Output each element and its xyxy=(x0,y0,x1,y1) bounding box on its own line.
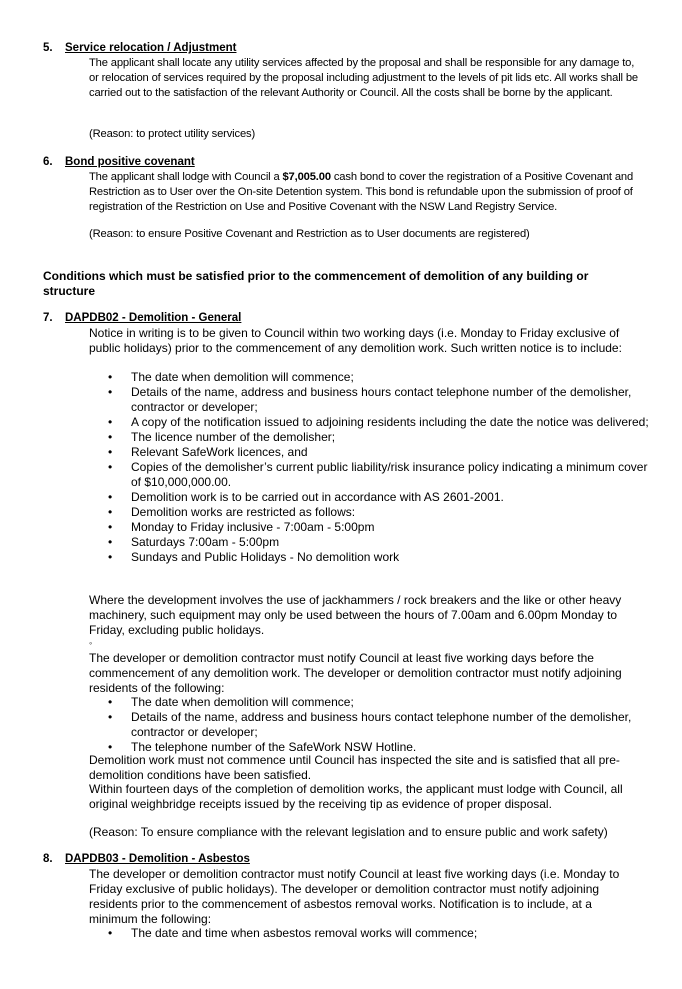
body-text: cash bond to cover the registration of a Positive Covenant and Restriction as to User over the On-site Detention system. This bond is refundable upon the submission of proof of registration of the Restriction on Use and Positive Covenant with the NSW Land Registry Service. xyxy=(89,171,634,213)
asbestos-notice-list xyxy=(89,926,649,941)
condition-number: 8. xyxy=(43,853,53,865)
condition-number: 6. xyxy=(43,156,53,168)
condition-title: DAPDB03 - Demolition - Asbestos xyxy=(65,853,250,865)
list-item: • A copy of the notification issued to adjoining residents including the date the notice was delivered; xyxy=(108,415,649,429)
list-item: • Demolition works are restricted as follows: xyxy=(108,505,356,519)
demolition-notice-list xyxy=(89,370,649,565)
condition-5-reason: (Reason: to protect utility services) xyxy=(89,128,256,140)
list-item: • Details of the name, address and business hours contact telephone number of the demolisher, contractor or developer; xyxy=(108,710,632,739)
bullet-icon: • xyxy=(108,710,113,724)
list-item: • The date when demolition will commence; xyxy=(108,695,354,709)
bullet-icon: • xyxy=(108,430,113,444)
list-item: • Saturdays 7:00am - 5:00pm xyxy=(108,535,280,549)
condition-number: 7. xyxy=(43,312,53,324)
condition-title: Bond positive covenant xyxy=(65,156,195,168)
weighbridge-paragraph: Within fourteen days of the completion of demolition works, the applicant must lodge with Council, all original weighbridge receipts issued by the receiving tip as evidence of proper disposal. xyxy=(89,782,623,811)
list-item: • The telephone number of the SafeWork NSW Hotline. xyxy=(108,740,417,754)
section-heading: Conditions which must be satisfied prior to the commencement of demolition of any building or structure xyxy=(43,269,589,298)
condition-8-intro: The developer or demolition contractor must notify Council at least five working days (i.e. Monday to Friday exclusive of public holidays). The developer or demolition contractor must notify adjoining residents prior to the commencement of asbestos removal works. Notification is to include, at a minimum the following: xyxy=(89,867,620,926)
bullet-icon: • xyxy=(108,490,113,504)
inspection-paragraph: Demolition work must not commence until Council has inspected the site and is satisfied that all pre-demolition conditions have been satisfied. xyxy=(89,753,620,782)
bullet-icon: • xyxy=(108,520,113,534)
notify-paragraph: The developer or demolition contractor must notify Council at least five working days before the commencement of any demolition work. The developer or demolition contractor must notify adjoining residents of the following: xyxy=(89,651,622,695)
bullet-icon: • xyxy=(108,385,113,399)
list-item: • The date and time when asbestos removal works will commence; xyxy=(108,926,478,940)
list-item: • Relevant SafeWork licences, and xyxy=(108,445,308,459)
list-item: • Copies of the demolisher’s current public liability/risk insurance policy indicating a minimum cover of $10,000,000.00. xyxy=(108,460,648,489)
bullet-icon: • xyxy=(108,550,113,564)
bullet-icon: • xyxy=(108,740,113,754)
bullet-icon: • xyxy=(108,926,113,940)
bullet-icon: • xyxy=(108,460,113,474)
bullet-icon: • xyxy=(108,505,113,519)
bullet-icon: • xyxy=(108,535,113,549)
bullet-icon: • xyxy=(108,415,113,429)
condition-6-reason: (Reason: to ensure Positive Covenant and Restriction as to User documents are registered) xyxy=(89,228,530,240)
list-item: • The date when demolition will commence; xyxy=(108,370,354,384)
machinery-paragraph: Where the development involves the use of jackhammers / rock breakers and the like or other heavy machinery, such equipment may only be used between the hours of 7.00am and 6.00pm Monday to Friday, excluding public holidays. xyxy=(89,593,622,637)
list-item: • Monday to Friday inclusive - 7:00am - 5:00pm xyxy=(108,520,375,534)
bond-amount: $7,005.00 xyxy=(282,171,331,183)
bullet-icon: • xyxy=(108,695,113,709)
stray-mark: ◦ xyxy=(89,638,93,648)
body-text: The applicant shall lodge with Council a xyxy=(89,171,283,183)
condition-7-intro: Notice in writing is to be given to Council within two working days (i.e. Monday to Friday exclusive of public holidays) prior to the commencement of any demolition work. Such written notice is to include: xyxy=(89,326,622,355)
condition-title: Service relocation / Adjustment xyxy=(65,42,237,54)
condition-6-body xyxy=(89,170,641,215)
adjoining-residents-list xyxy=(89,695,649,755)
condition-number: 5. xyxy=(43,42,53,54)
condition-title: DAPDB02 - Demolition - General xyxy=(65,312,242,324)
list-item: • Details of the name, address and business hours contact telephone number of the demolisher, contractor or developer; xyxy=(108,385,632,414)
list-item: • The licence number of the demolisher; xyxy=(108,430,336,444)
condition-5-body: The applicant shall locate any utility services affected by the proposal and shall be responsible for any damage to, or relocation of services required by the proposal including adjustment to the levels of pit lids etc. All works shall be carried out to the satisfaction of the relevant Authority or Council. All the costs shall be borne by the applicant. xyxy=(89,57,638,99)
list-item: • Sundays and Public Holidays - No demolition work xyxy=(108,550,400,564)
condition-7-reason: (Reason: To ensure compliance with the relevant legislation and to ensure public and work safety) xyxy=(89,825,608,839)
list-item: • Demolition work is to be carried out in accordance with AS 2601-2001. xyxy=(108,490,504,504)
bullet-icon: • xyxy=(108,370,113,384)
bullet-icon: • xyxy=(108,445,113,459)
